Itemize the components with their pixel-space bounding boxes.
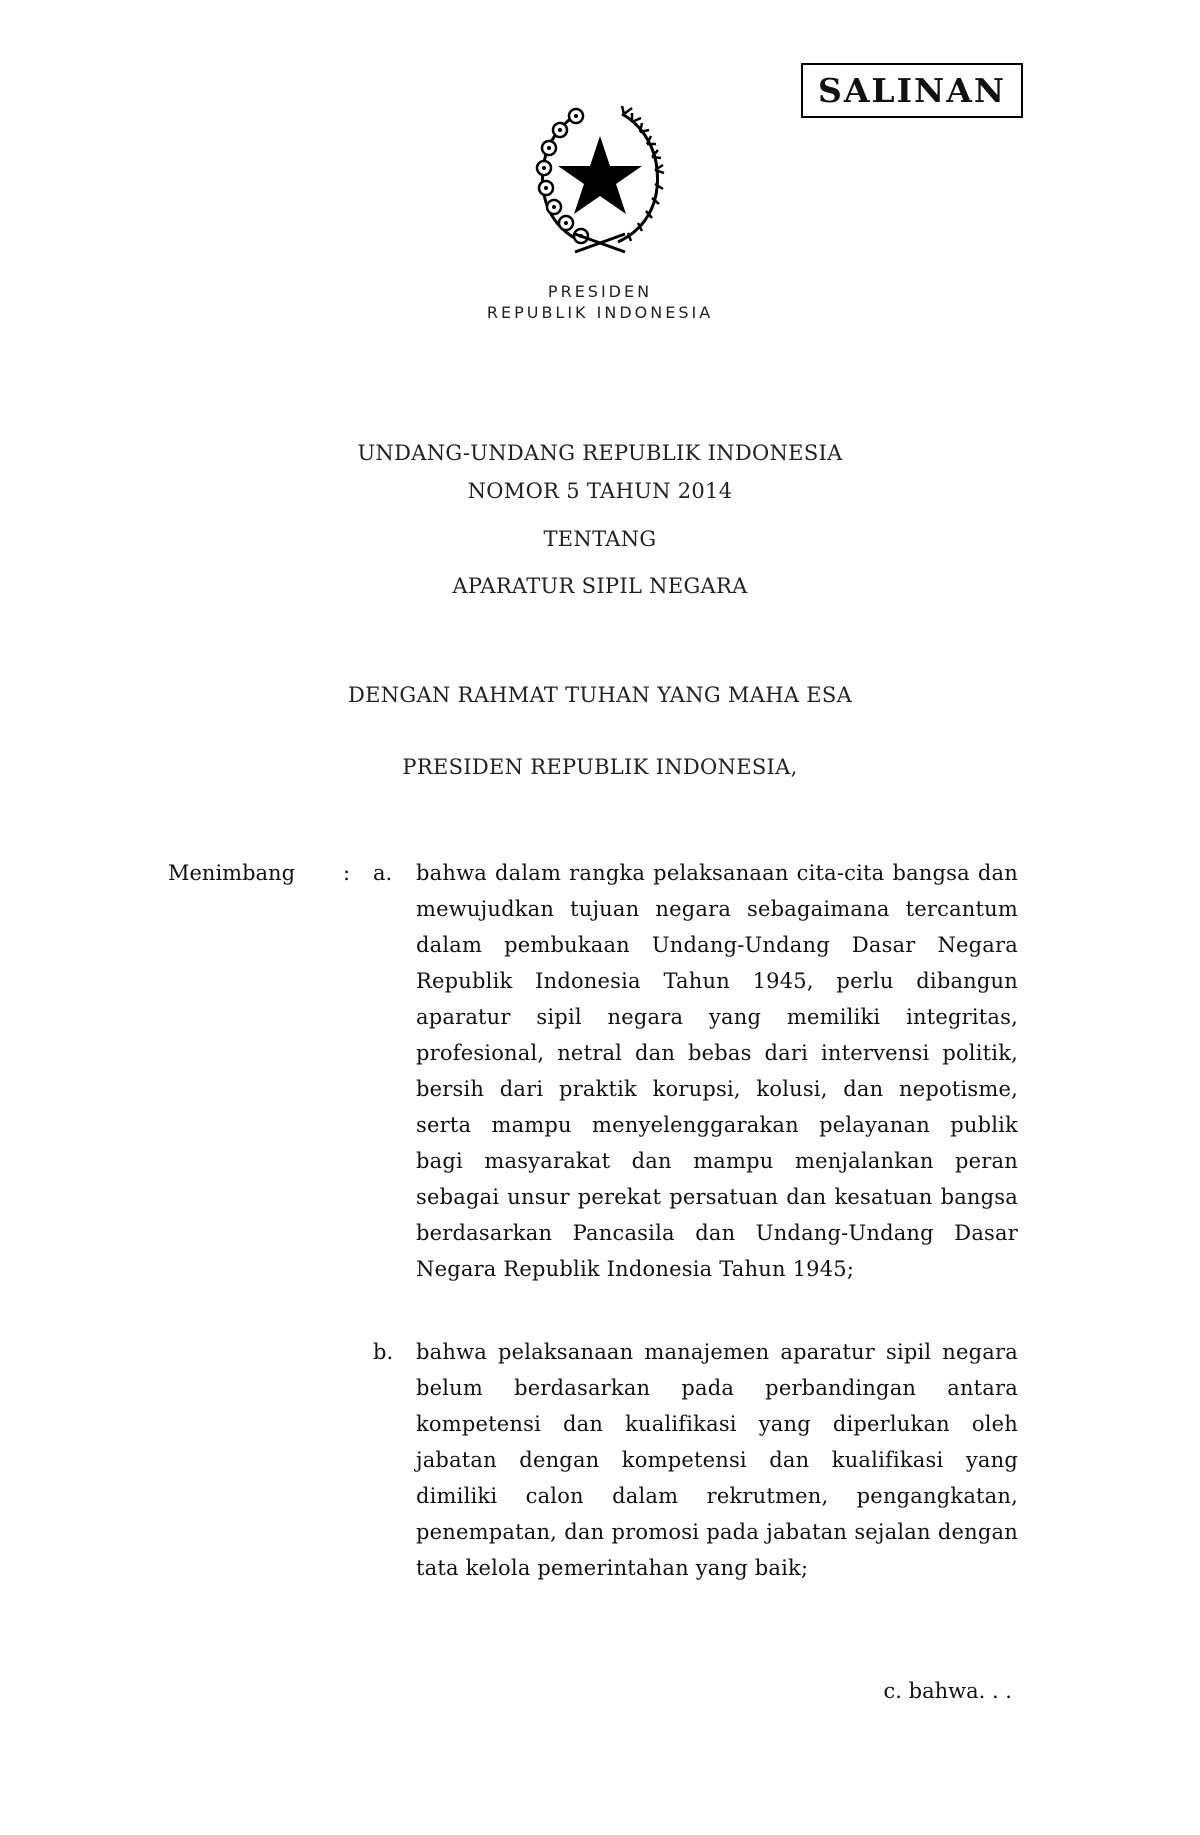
emblem-label-republic: REPUBLIK INDONESIA [486, 303, 714, 322]
law-title: UNDANG-UNDANG REPUBLIK INDONESIA [357, 441, 843, 465]
emblem-label-president: PRESIDEN [547, 282, 653, 301]
item-marker-a: a. [373, 861, 393, 885]
invocation: DENGAN RAHMAT TUHAN YANG MAHA ESA [347, 683, 853, 707]
presidential-seal-icon [520, 102, 680, 257]
considering-item-b: bahwa pelaksanaan manajemen aparatur sipil negara belum berdasarkan pada perbandingan antara kompetensi dan kualifikasi yang diperlukan oleh jabatan dengan kompetensi dan kualifikasi yang dimiliki calon dalam rekrutmen, pengangkatan, penempatan, dan promosi pada jabatan sejalan dengan tata kelola pemerintahan yang baik; [416, 1340, 1018, 1580]
continuation-note: c. bahwa. . . [883, 1679, 1012, 1703]
law-about: TENTANG [543, 527, 657, 551]
law-subject: APARATUR SIPIL NEGARA [452, 574, 748, 598]
considering-label: Menimbang [168, 861, 296, 885]
considering-colon: : [343, 861, 351, 885]
considering-item-a: bahwa dalam rangka pelaksanaan cita-cita bangsa dan mewujudkan tujuan negara sebagaimana tercantum dalam pembukaan Undang-Undang Dasar Negara Republik Indonesia Tahun 1945, perlu dibangun aparatur sipil negara yang memiliki integritas, profesional, netral dan bebas dari intervensi politik, bersih dari praktik korupsi, kolusi, dan nepotisme, serta mampu menyelenggarakan pelayanan publik bagi masyarakat dan mampu menjalankan peran sebagai unsur perekat persatuan dan kesatuan bangsa berdasarkan Pancasila dan Undang-Undang Dasar Negara Republik Indonesia Tahun 1945; [416, 861, 1018, 1281]
salinan-stamp: SALINAN [801, 63, 1023, 118]
item-marker-b: b. [373, 1340, 394, 1364]
authority-line: PRESIDEN REPUBLIK INDONESIA, [402, 755, 798, 779]
law-number: NOMOR 5 TAHUN 2014 [467, 479, 733, 503]
